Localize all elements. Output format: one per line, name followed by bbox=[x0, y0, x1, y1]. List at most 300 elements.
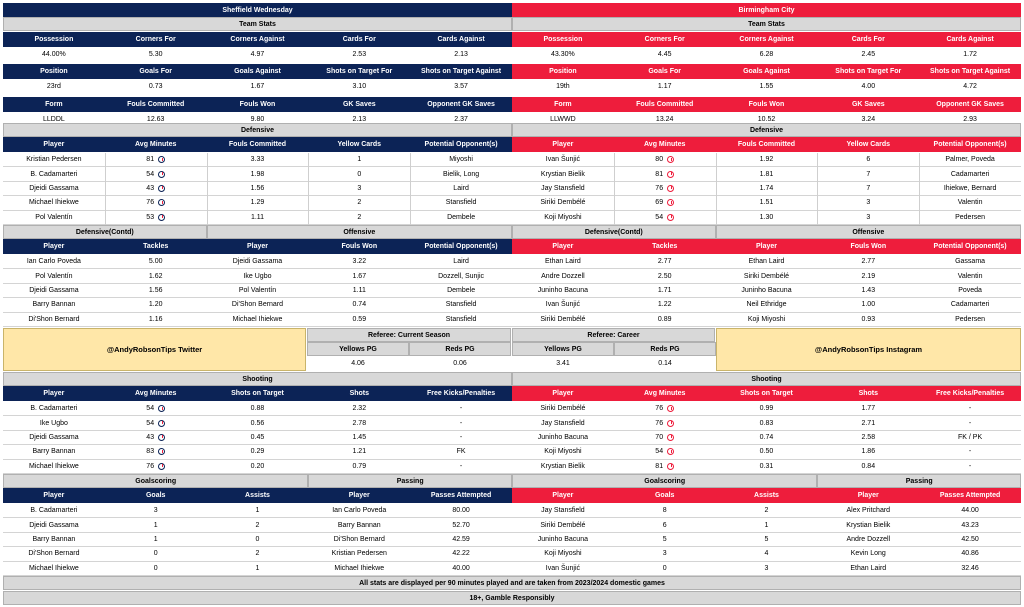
left-shooting-header: Avg Minutes bbox=[105, 386, 207, 401]
right-passing-cell: Andre Dozzell bbox=[817, 533, 919, 547]
left-passing-cell: Ian Carlo Poveda bbox=[308, 504, 410, 518]
right-defensive-contd-title: Defensive(Contd) bbox=[512, 225, 716, 239]
right-defensive-row-cell: 7 bbox=[817, 182, 919, 196]
right-stats1-value: 43.30% bbox=[512, 47, 614, 62]
left-defensive-row-cell: 1.56 bbox=[207, 182, 309, 196]
stopwatch-icon bbox=[158, 434, 165, 441]
left-stats2-value: 3.57 bbox=[410, 79, 512, 94]
left-stats3-value: 12.63 bbox=[105, 112, 207, 127]
right-offensive-cell: Koji Miyoshi bbox=[716, 313, 818, 327]
left-passing-cell: 80.00 bbox=[410, 504, 512, 518]
right-shooting-cell: Juninho Bacuna bbox=[512, 431, 614, 445]
left-defensive-row-cell: Stansfield bbox=[410, 196, 512, 210]
left-offensive-cell: Laird bbox=[410, 255, 512, 269]
left-defensive-header: Avg Minutes bbox=[105, 137, 207, 152]
column-divider bbox=[207, 153, 208, 225]
right-defensive-header: Fouls Committed bbox=[716, 137, 818, 152]
left-passing-header: Player bbox=[308, 488, 410, 503]
right-stats1-header: Possession bbox=[512, 32, 614, 47]
left-shooting-cell bbox=[105, 416, 207, 430]
left-defensive-row-cell: Bielik, Long bbox=[410, 167, 512, 181]
right-shooting-cell bbox=[614, 431, 716, 445]
right-shooting-cell: 2.58 bbox=[817, 431, 919, 445]
stopwatch-icon bbox=[667, 463, 674, 470]
left-shooting-cell: 1.45 bbox=[308, 431, 410, 445]
right-defensive-row-cell: 1.92 bbox=[716, 153, 818, 167]
left-defensive-row-cell bbox=[105, 196, 207, 210]
right-offensive-cell: Gassama bbox=[919, 255, 1021, 269]
left-offensive-cell: 1.67 bbox=[308, 269, 410, 283]
left-offensive-cell: 0.74 bbox=[308, 298, 410, 312]
left-defcontd-cell: 1.16 bbox=[105, 313, 207, 327]
left-passing-cell: Kristian Pedersen bbox=[308, 547, 410, 561]
right-defensive-row-cell bbox=[614, 196, 716, 210]
right-shooting-cell: 0.83 bbox=[716, 416, 818, 430]
right-offensive-cell: 1.00 bbox=[817, 298, 919, 312]
right-passing-cell: 44.00 bbox=[919, 504, 1021, 518]
left-goalscoring-header: Assists bbox=[207, 488, 309, 503]
minutes-value: 83 bbox=[146, 448, 155, 456]
left-shooting-header: Free Kicks/Penalties bbox=[410, 386, 512, 401]
right-defensive-title: Defensive bbox=[512, 123, 1021, 137]
left-stats3-value: 9.80 bbox=[207, 112, 309, 127]
right-passing-cell: Krystian Bielik bbox=[817, 518, 919, 532]
right-offensive-cell: Poveda bbox=[919, 284, 1021, 298]
right-goalscoring-header: Assists bbox=[716, 488, 818, 503]
right-defensive-header: Potential Opponent(s) bbox=[919, 137, 1021, 152]
right-defensive-row-cell: Valentin bbox=[919, 196, 1021, 210]
right-shooting-cell bbox=[614, 402, 716, 416]
right-goalscoring-cell: 5 bbox=[716, 533, 818, 547]
left-shooting-cell: Djeidi Gassama bbox=[3, 431, 105, 445]
left-offensive-cell: Di'Shon Bernard bbox=[207, 298, 309, 312]
left-passing-cell: 42.59 bbox=[410, 533, 512, 547]
right-shooting-cell: Jay Stansfield bbox=[512, 416, 614, 430]
minutes-value: 80 bbox=[655, 156, 664, 164]
left-defensive-row-cell: 1.29 bbox=[207, 196, 309, 210]
left-shooting-cell: B. Cadamarteri bbox=[3, 402, 105, 416]
left-shooting-cell bbox=[105, 402, 207, 416]
right-defcontd-header: Tackles bbox=[614, 239, 716, 254]
left-goalscoring-cell: Djeidi Gassama bbox=[3, 518, 105, 532]
right-shooting-cell: 0.74 bbox=[716, 431, 818, 445]
right-stats2-header: Goals For bbox=[614, 64, 716, 79]
left-stats1-value: 2.13 bbox=[410, 47, 512, 62]
left-shooting-title: Shooting bbox=[3, 372, 512, 386]
left-goalscoring-header: Goals bbox=[105, 488, 207, 503]
right-shooting-cell: 0.84 bbox=[817, 460, 919, 474]
right-offensive-cell: Neil Ethridge bbox=[716, 298, 818, 312]
minutes-value: 43 bbox=[146, 184, 155, 192]
stopwatch-icon bbox=[667, 405, 674, 412]
left-shooting-cell: 0.20 bbox=[207, 460, 309, 474]
column-divider bbox=[919, 153, 920, 225]
left-team-title: Sheffield Wednesday bbox=[3, 3, 512, 17]
left-shooting-cell: 0.29 bbox=[207, 445, 309, 459]
right-shooting-cell: - bbox=[919, 416, 1021, 430]
left-shooting-cell bbox=[105, 445, 207, 459]
right-defcontd-cell: Ethan Laird bbox=[512, 255, 614, 269]
referee-career-value: 0.14 bbox=[614, 356, 716, 371]
column-divider bbox=[410, 153, 411, 225]
stopwatch-icon bbox=[158, 214, 165, 221]
minutes-value: 76 bbox=[146, 462, 155, 470]
right-offensive-cell: 2.19 bbox=[817, 269, 919, 283]
left-goalscoring-header: Player bbox=[3, 488, 105, 503]
right-defensive-row-cell bbox=[614, 211, 716, 225]
left-defensive-row-cell bbox=[105, 167, 207, 181]
left-defcontd-cell: 1.20 bbox=[105, 298, 207, 312]
right-goalscoring-cell: 2 bbox=[716, 504, 818, 518]
right-stats3-header: Fouls Committed bbox=[614, 97, 716, 112]
left-shooting-cell: 0.88 bbox=[207, 402, 309, 416]
right-shooting-cell: - bbox=[919, 445, 1021, 459]
right-stats2-value: 4.00 bbox=[817, 79, 919, 94]
right-goalscoring-cell: Ivan Šunjić bbox=[512, 562, 614, 576]
instagram-promo-link[interactable]: @AndyRobsonTips Instagram bbox=[716, 328, 1021, 371]
left-passing-cell: Barry Bannan bbox=[308, 518, 410, 532]
left-shooting-cell: - bbox=[410, 460, 512, 474]
left-offensive-title: Offensive bbox=[207, 225, 512, 239]
left-goalscoring-cell: 0 bbox=[105, 562, 207, 576]
right-shooting-cell: 0.50 bbox=[716, 445, 818, 459]
left-defensive-row-cell: 1 bbox=[308, 153, 410, 167]
referee-season-title: Referee: Current Season bbox=[307, 328, 511, 342]
minutes-value: 53 bbox=[146, 213, 155, 221]
right-defensive-row-cell: Palmer, Poveda bbox=[919, 153, 1021, 167]
left-stats3-header: Form bbox=[3, 97, 105, 112]
left-stats2-header: Goals Against bbox=[207, 64, 309, 79]
left-stats1-header: Possession bbox=[3, 32, 105, 47]
left-offensive-cell: 3.22 bbox=[308, 255, 410, 269]
stopwatch-icon bbox=[667, 185, 674, 192]
left-defensive-row-cell: Kristian Pedersen bbox=[3, 153, 105, 167]
left-defensive-row-cell: 0 bbox=[308, 167, 410, 181]
right-defcontd-cell: 2.50 bbox=[614, 269, 716, 283]
left-stats2-value: 3.10 bbox=[308, 79, 410, 94]
left-shooting-cell: 0.79 bbox=[308, 460, 410, 474]
right-stats2-header: Shots on Target For bbox=[817, 64, 919, 79]
left-defensive-row-cell: 1.11 bbox=[207, 211, 309, 225]
left-goalscoring-cell: Michael Ihiekwe bbox=[3, 562, 105, 576]
right-shooting-header: Free Kicks/Penalties bbox=[919, 386, 1021, 401]
left-goalscoring-cell: Barry Bannan bbox=[3, 533, 105, 547]
left-stats2-header: Position bbox=[3, 64, 105, 79]
left-stats3-value: 2.13 bbox=[308, 112, 410, 127]
left-passing-cell: 52.70 bbox=[410, 518, 512, 532]
right-goalscoring-cell: 4 bbox=[716, 547, 818, 561]
right-passing-cell: Kevin Long bbox=[817, 547, 919, 561]
right-defensive-row-cell: 7 bbox=[817, 167, 919, 181]
right-goalscoring-cell: 6 bbox=[614, 518, 716, 532]
right-stats3-header: Fouls Won bbox=[716, 97, 818, 112]
left-defensive-row-cell: 2 bbox=[308, 211, 410, 225]
right-stats2-value: 4.72 bbox=[919, 79, 1021, 94]
right-defcontd-cell: 0.89 bbox=[614, 313, 716, 327]
right-defensive-row-cell: Cadamarteri bbox=[919, 167, 1021, 181]
right-stats1-value: 1.72 bbox=[919, 47, 1021, 62]
left-shooting-cell: 2.32 bbox=[308, 402, 410, 416]
left-stats2-value: 1.67 bbox=[207, 79, 309, 94]
twitter-promo-link[interactable]: @AndyRobsonTips Twitter bbox=[3, 328, 306, 371]
right-defensive-row-cell: Krystian Bielik bbox=[512, 167, 614, 181]
right-goalscoring-cell: 1 bbox=[716, 518, 818, 532]
right-goalscoring-cell: Koji Miyoshi bbox=[512, 547, 614, 561]
right-offensive-title: Offensive bbox=[716, 225, 1021, 239]
left-goalscoring-cell: 0 bbox=[105, 547, 207, 561]
left-defensive-header: Player bbox=[3, 137, 105, 152]
left-offensive-cell: Dozzell, Sunjic bbox=[410, 269, 512, 283]
column-divider bbox=[817, 153, 818, 225]
left-defensive-row-cell: 3.33 bbox=[207, 153, 309, 167]
left-defcontd-header: Tackles bbox=[105, 239, 207, 254]
column-divider bbox=[308, 153, 309, 225]
left-stats2-header: Shots on Target Against bbox=[410, 64, 512, 79]
stopwatch-icon bbox=[158, 420, 165, 427]
left-offensive-cell: Djeidi Gassama bbox=[207, 255, 309, 269]
left-stats3-header: GK Saves bbox=[308, 97, 410, 112]
left-shooting-cell: Barry Bannan bbox=[3, 445, 105, 459]
left-shooting-cell: 0.56 bbox=[207, 416, 309, 430]
left-defensive-row-cell: Pol Valentín bbox=[3, 211, 105, 225]
right-defcontd-header: Player bbox=[512, 239, 614, 254]
left-defcontd-cell: Barry Bannan bbox=[3, 298, 105, 312]
right-stats2-value: 19th bbox=[512, 79, 614, 94]
right-defensive-row-cell: 1.74 bbox=[716, 182, 818, 196]
left-shooting-cell: Michael Ihiekwe bbox=[3, 460, 105, 474]
minutes-value: 81 bbox=[655, 462, 664, 470]
stopwatch-icon bbox=[667, 214, 674, 221]
left-defensive-contd-title: Defensive(Contd) bbox=[3, 225, 207, 239]
left-goalscoring-cell: 3 bbox=[105, 504, 207, 518]
right-passing-cell: 42.50 bbox=[919, 533, 1021, 547]
left-shooting-cell: 2.78 bbox=[308, 416, 410, 430]
right-shooting-cell bbox=[614, 445, 716, 459]
left-defensive-row-cell bbox=[105, 153, 207, 167]
minutes-value: 76 bbox=[655, 405, 664, 413]
right-passing-cell: Ethan Laird bbox=[817, 562, 919, 576]
right-defensive-row-cell: Jay Stansfield bbox=[512, 182, 614, 196]
right-shooting-cell: Koji Miyoshi bbox=[512, 445, 614, 459]
minutes-value: 81 bbox=[655, 170, 664, 178]
stopwatch-icon bbox=[667, 171, 674, 178]
right-goalscoring-title: Goalscoring bbox=[512, 474, 817, 488]
minutes-value: 69 bbox=[655, 199, 664, 207]
right-shooting-title: Shooting bbox=[512, 372, 1021, 386]
minutes-value: 54 bbox=[146, 405, 155, 413]
left-defcontd-cell: Ian Carlo Poveda bbox=[3, 255, 105, 269]
referee-career-header: Reds PG bbox=[614, 342, 716, 356]
right-shooting-cell: 1.77 bbox=[817, 402, 919, 416]
right-defensive-header: Player bbox=[512, 137, 614, 152]
right-stats1-header: Cards Against bbox=[919, 32, 1021, 47]
stopwatch-icon bbox=[667, 448, 674, 455]
right-stats3-header: GK Saves bbox=[817, 97, 919, 112]
right-shooting-cell: 1.86 bbox=[817, 445, 919, 459]
left-shooting-cell: 1.21 bbox=[308, 445, 410, 459]
minutes-value: 54 bbox=[146, 170, 155, 178]
left-defcontd-cell: 1.56 bbox=[105, 284, 207, 298]
referee-career-header: Yellows PG bbox=[512, 342, 614, 356]
left-defensive-row-cell: 3 bbox=[308, 182, 410, 196]
right-offensive-cell: Ethan Laird bbox=[716, 255, 818, 269]
right-stats2-header: Position bbox=[512, 64, 614, 79]
left-defensive-header: Potential Opponent(s) bbox=[410, 137, 512, 152]
right-stats2-value: 1.55 bbox=[716, 79, 818, 94]
right-offensive-cell: Pedersen bbox=[919, 313, 1021, 327]
column-divider bbox=[614, 153, 615, 225]
left-stats3-header: Fouls Won bbox=[207, 97, 309, 112]
right-passing-title: Passing bbox=[817, 474, 1021, 488]
left-defensive-row-cell: Djeidi Gassama bbox=[3, 182, 105, 196]
left-defensive-header: Yellow Cards bbox=[308, 137, 410, 152]
left-passing-cell: Di'Shon Bernard bbox=[308, 533, 410, 547]
right-defensive-row-cell bbox=[614, 167, 716, 181]
left-offensive-cell: Dembele bbox=[410, 284, 512, 298]
left-shooting-cell: 0.45 bbox=[207, 431, 309, 445]
right-stats3-header: Form bbox=[512, 97, 614, 112]
right-defcontd-cell: Ivan Šunjić bbox=[512, 298, 614, 312]
left-stats1-header: Corners Against bbox=[207, 32, 309, 47]
left-defcontd-cell: Djeidi Gassama bbox=[3, 284, 105, 298]
right-goalscoring-cell: Jay Stansfield bbox=[512, 504, 614, 518]
right-offensive-cell: Valentin bbox=[919, 269, 1021, 283]
left-offensive-header: Fouls Won bbox=[308, 239, 410, 254]
left-offensive-header: Player bbox=[207, 239, 309, 254]
right-goalscoring-cell: 5 bbox=[614, 533, 716, 547]
left-defensive-row-cell: 2 bbox=[308, 196, 410, 210]
left-stats1-value: 5.30 bbox=[105, 47, 207, 62]
left-passing-title: Passing bbox=[308, 474, 512, 488]
right-stats1-header: Corners Against bbox=[716, 32, 818, 47]
left-team-stats-title: Team Stats bbox=[3, 17, 512, 31]
right-stats3-value: 2.93 bbox=[919, 112, 1021, 127]
right-goalscoring-cell: Juninho Bacuna bbox=[512, 533, 614, 547]
right-shooting-cell: 0.99 bbox=[716, 402, 818, 416]
right-passing-cell: 43.23 bbox=[919, 518, 1021, 532]
right-offensive-cell: Cadamarteri bbox=[919, 298, 1021, 312]
left-stats1-value: 4.97 bbox=[207, 47, 309, 62]
stopwatch-icon bbox=[667, 420, 674, 427]
left-defcontd-cell: Pol Valentín bbox=[3, 269, 105, 283]
right-stats1-header: Corners For bbox=[614, 32, 716, 47]
left-offensive-cell: Stansfield bbox=[410, 298, 512, 312]
left-defcontd-header: Player bbox=[3, 239, 105, 254]
footer-note: All stats are displayed per 90 minutes played and are taken from 2023/2024 domestic games bbox=[3, 576, 1021, 590]
left-defensive-title: Defensive bbox=[3, 123, 512, 137]
right-goalscoring-cell: 0 bbox=[614, 562, 716, 576]
right-shooting-cell: - bbox=[919, 402, 1021, 416]
left-shooting-cell bbox=[105, 460, 207, 474]
right-offensive-header: Potential Opponent(s) bbox=[919, 239, 1021, 254]
left-goalscoring-cell: 1 bbox=[105, 533, 207, 547]
right-goalscoring-cell: 3 bbox=[614, 547, 716, 561]
left-offensive-cell: 0.59 bbox=[308, 313, 410, 327]
right-defensive-header: Yellow Cards bbox=[817, 137, 919, 152]
left-stats1-header: Cards Against bbox=[410, 32, 512, 47]
column-divider bbox=[716, 153, 717, 225]
column-divider bbox=[105, 153, 106, 225]
left-defensive-row-cell: B. Cadamarteri bbox=[3, 167, 105, 181]
left-defensive-row-cell: Miyoshi bbox=[410, 153, 512, 167]
gamble-note: 18+, Gamble Responsibly bbox=[3, 591, 1021, 605]
right-passing-header: Player bbox=[817, 488, 919, 503]
minutes-value: 76 bbox=[146, 199, 155, 207]
left-shooting-cell: - bbox=[410, 431, 512, 445]
minutes-value: 54 bbox=[146, 419, 155, 427]
left-shooting-header: Shots on Target bbox=[207, 386, 309, 401]
right-shooting-header: Avg Minutes bbox=[614, 386, 716, 401]
referee-season-header: Reds PG bbox=[409, 342, 511, 356]
stopwatch-icon bbox=[158, 199, 165, 206]
right-defcontd-cell: 1.22 bbox=[614, 298, 716, 312]
left-stats3-value: 2.37 bbox=[410, 112, 512, 127]
left-offensive-cell: Ike Ugbo bbox=[207, 269, 309, 283]
minutes-value: 54 bbox=[655, 448, 664, 456]
left-passing-cell: 42.22 bbox=[410, 547, 512, 561]
left-stats3-value: LLDDL bbox=[3, 112, 105, 127]
right-shooting-cell: FK / PK bbox=[919, 431, 1021, 445]
referee-season-value: 0.06 bbox=[409, 356, 511, 371]
stopwatch-icon bbox=[158, 405, 165, 412]
right-shooting-header: Player bbox=[512, 386, 614, 401]
right-offensive-cell: 2.77 bbox=[817, 255, 919, 269]
right-defcontd-cell: Juninho Bacuna bbox=[512, 284, 614, 298]
right-stats3-value: 10.52 bbox=[716, 112, 818, 127]
left-shooting-cell: - bbox=[410, 402, 512, 416]
minutes-value: 81 bbox=[146, 156, 155, 164]
right-defensive-row-cell: Koji Miyoshi bbox=[512, 211, 614, 225]
right-team-title: Birmingham City bbox=[512, 3, 1021, 17]
left-goalscoring-title: Goalscoring bbox=[3, 474, 308, 488]
right-offensive-cell: 1.43 bbox=[817, 284, 919, 298]
right-stats3-value: 3.24 bbox=[817, 112, 919, 127]
left-defcontd-cell: Di'Shon Bernard bbox=[3, 313, 105, 327]
right-shooting-header: Shots on Target bbox=[716, 386, 818, 401]
right-goalscoring-header: Player bbox=[512, 488, 614, 503]
left-stats3-header: Opponent GK Saves bbox=[410, 97, 512, 112]
left-defensive-row-cell: Dembele bbox=[410, 211, 512, 225]
right-stats1-value: 6.28 bbox=[716, 47, 818, 62]
right-shooting-header: Shots bbox=[817, 386, 919, 401]
right-shooting-cell: Siriki Dembélé bbox=[512, 402, 614, 416]
left-defensive-row-cell bbox=[105, 182, 207, 196]
left-stats1-header: Corners For bbox=[105, 32, 207, 47]
left-shooting-cell: Ike Ugbo bbox=[3, 416, 105, 430]
right-defensive-row-cell: 1.30 bbox=[716, 211, 818, 225]
right-shooting-cell: Krystian Bielik bbox=[512, 460, 614, 474]
right-passing-header: Passes Attempted bbox=[919, 488, 1021, 503]
referee-career-title: Referee: Career bbox=[512, 328, 715, 342]
right-defensive-header: Avg Minutes bbox=[614, 137, 716, 152]
right-stats1-value: 2.45 bbox=[817, 47, 919, 62]
right-team-stats-title: Team Stats bbox=[512, 17, 1021, 31]
left-goalscoring-cell: 1 bbox=[207, 504, 309, 518]
right-defensive-row-cell: Ivan Šunjić bbox=[512, 153, 614, 167]
stopwatch-icon bbox=[158, 171, 165, 178]
left-shooting-cell: - bbox=[410, 416, 512, 430]
left-shooting-header: Shots bbox=[308, 386, 410, 401]
stopwatch-icon bbox=[158, 463, 165, 470]
left-defcontd-cell: 5.00 bbox=[105, 255, 207, 269]
stopwatch-icon bbox=[667, 156, 674, 163]
left-offensive-cell: Michael Ihiekwe bbox=[207, 313, 309, 327]
stopwatch-icon bbox=[158, 156, 165, 163]
left-stats2-header: Goals For bbox=[105, 64, 207, 79]
left-goalscoring-cell: 1 bbox=[207, 562, 309, 576]
right-goalscoring-cell: Siriki Dembélé bbox=[512, 518, 614, 532]
right-stats2-value: 1.17 bbox=[614, 79, 716, 94]
